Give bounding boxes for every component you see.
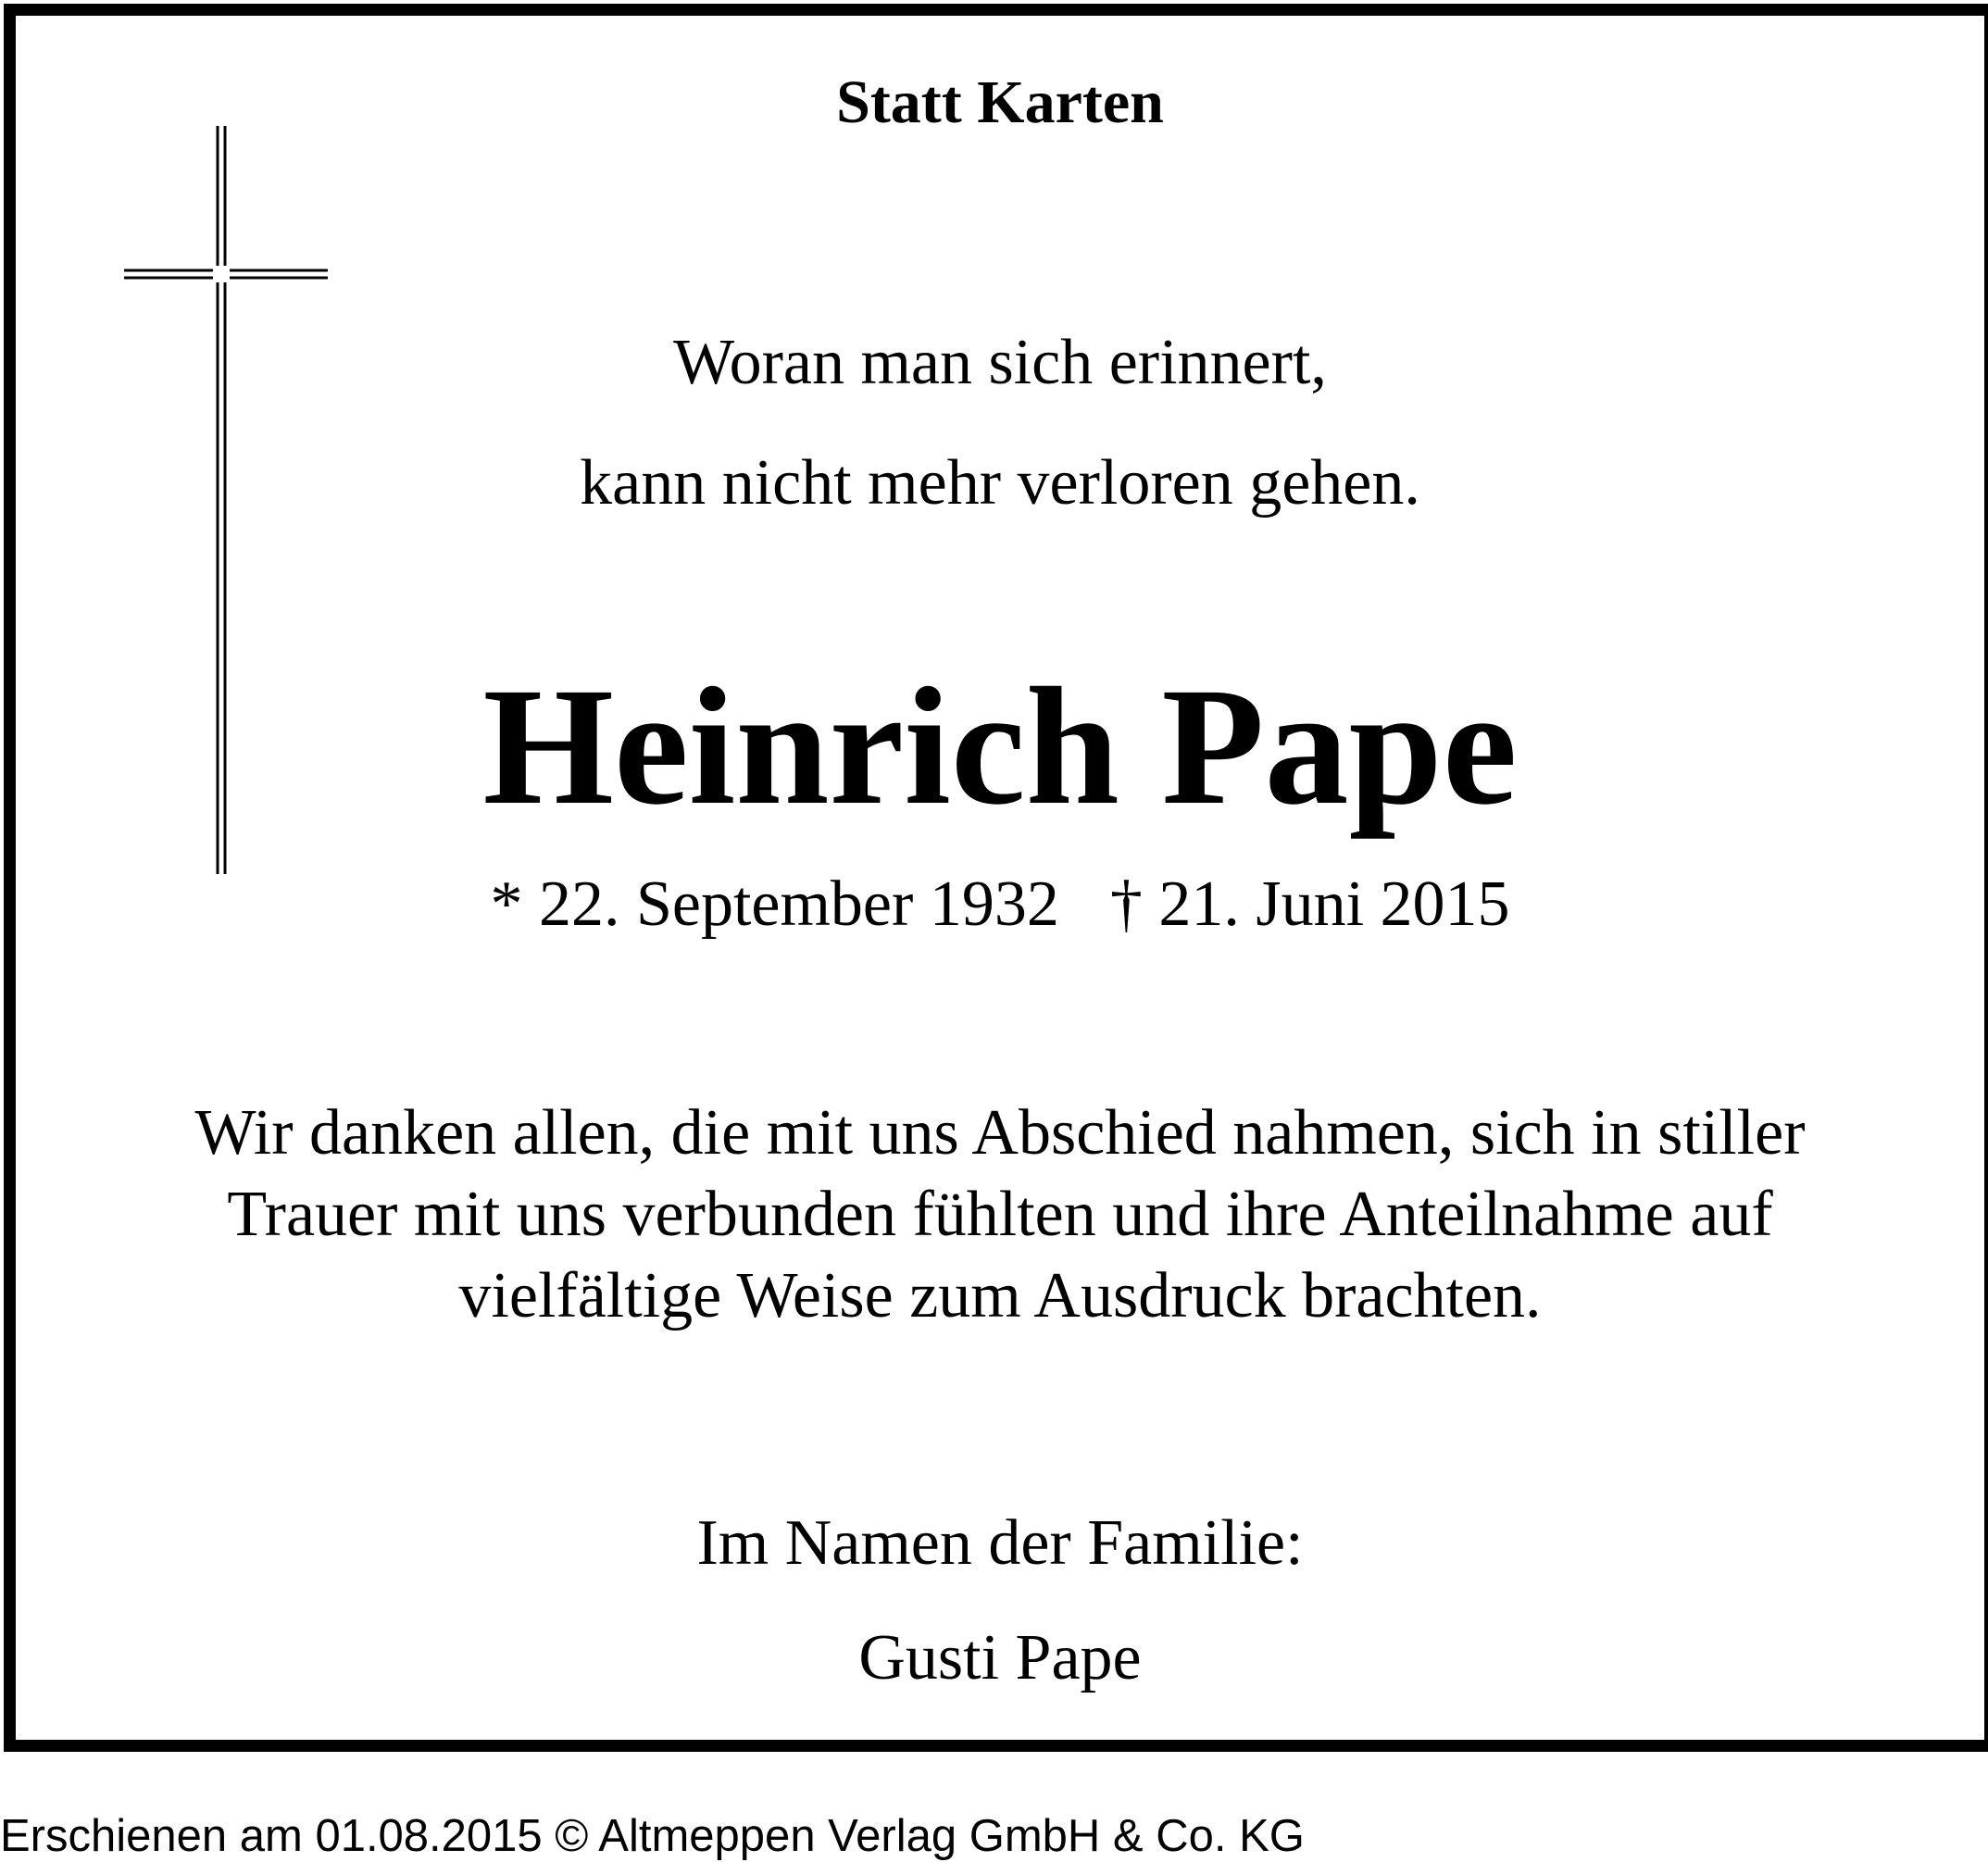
motto-line: kann nicht mehr verloren gehen. bbox=[580, 447, 1420, 519]
family-signoff bbox=[16, 1486, 1984, 1716]
thanks-text bbox=[16, 1093, 1984, 1337]
life-dates bbox=[16, 863, 1984, 946]
death-date: † 21. Juni 2015 bbox=[1109, 869, 1510, 940]
birth-date: * 22. September 1932 bbox=[490, 869, 1059, 940]
signoff-name: Gusti Pape bbox=[858, 1622, 1142, 1693]
thanks-line: vielfältige Weise zum Ausdruck brachten. bbox=[458, 1260, 1542, 1331]
motto-quote bbox=[16, 303, 1984, 544]
obituary-notice bbox=[4, 4, 1988, 1752]
header-statt-karten: Statt Karten bbox=[836, 69, 1164, 136]
thanks-line: Wir danken allen, die mit uns Abschied nahmen, sich in stiller bbox=[194, 1097, 1806, 1168]
publication-footer: Erschienen am 01.08.2015 © Altmeppen Verlag GmbH & Co. KG bbox=[0, 1811, 1305, 1861]
thanks-line: Trauer mit uns verbunden fühlten und ihre Anteilnahme auf bbox=[227, 1179, 1773, 1250]
deceased-name: Heinrich Pape bbox=[482, 654, 1518, 840]
motto-line: Woran man sich erinnert, bbox=[673, 327, 1327, 398]
signoff-line: Im Namen der Familie: bbox=[696, 1507, 1304, 1579]
